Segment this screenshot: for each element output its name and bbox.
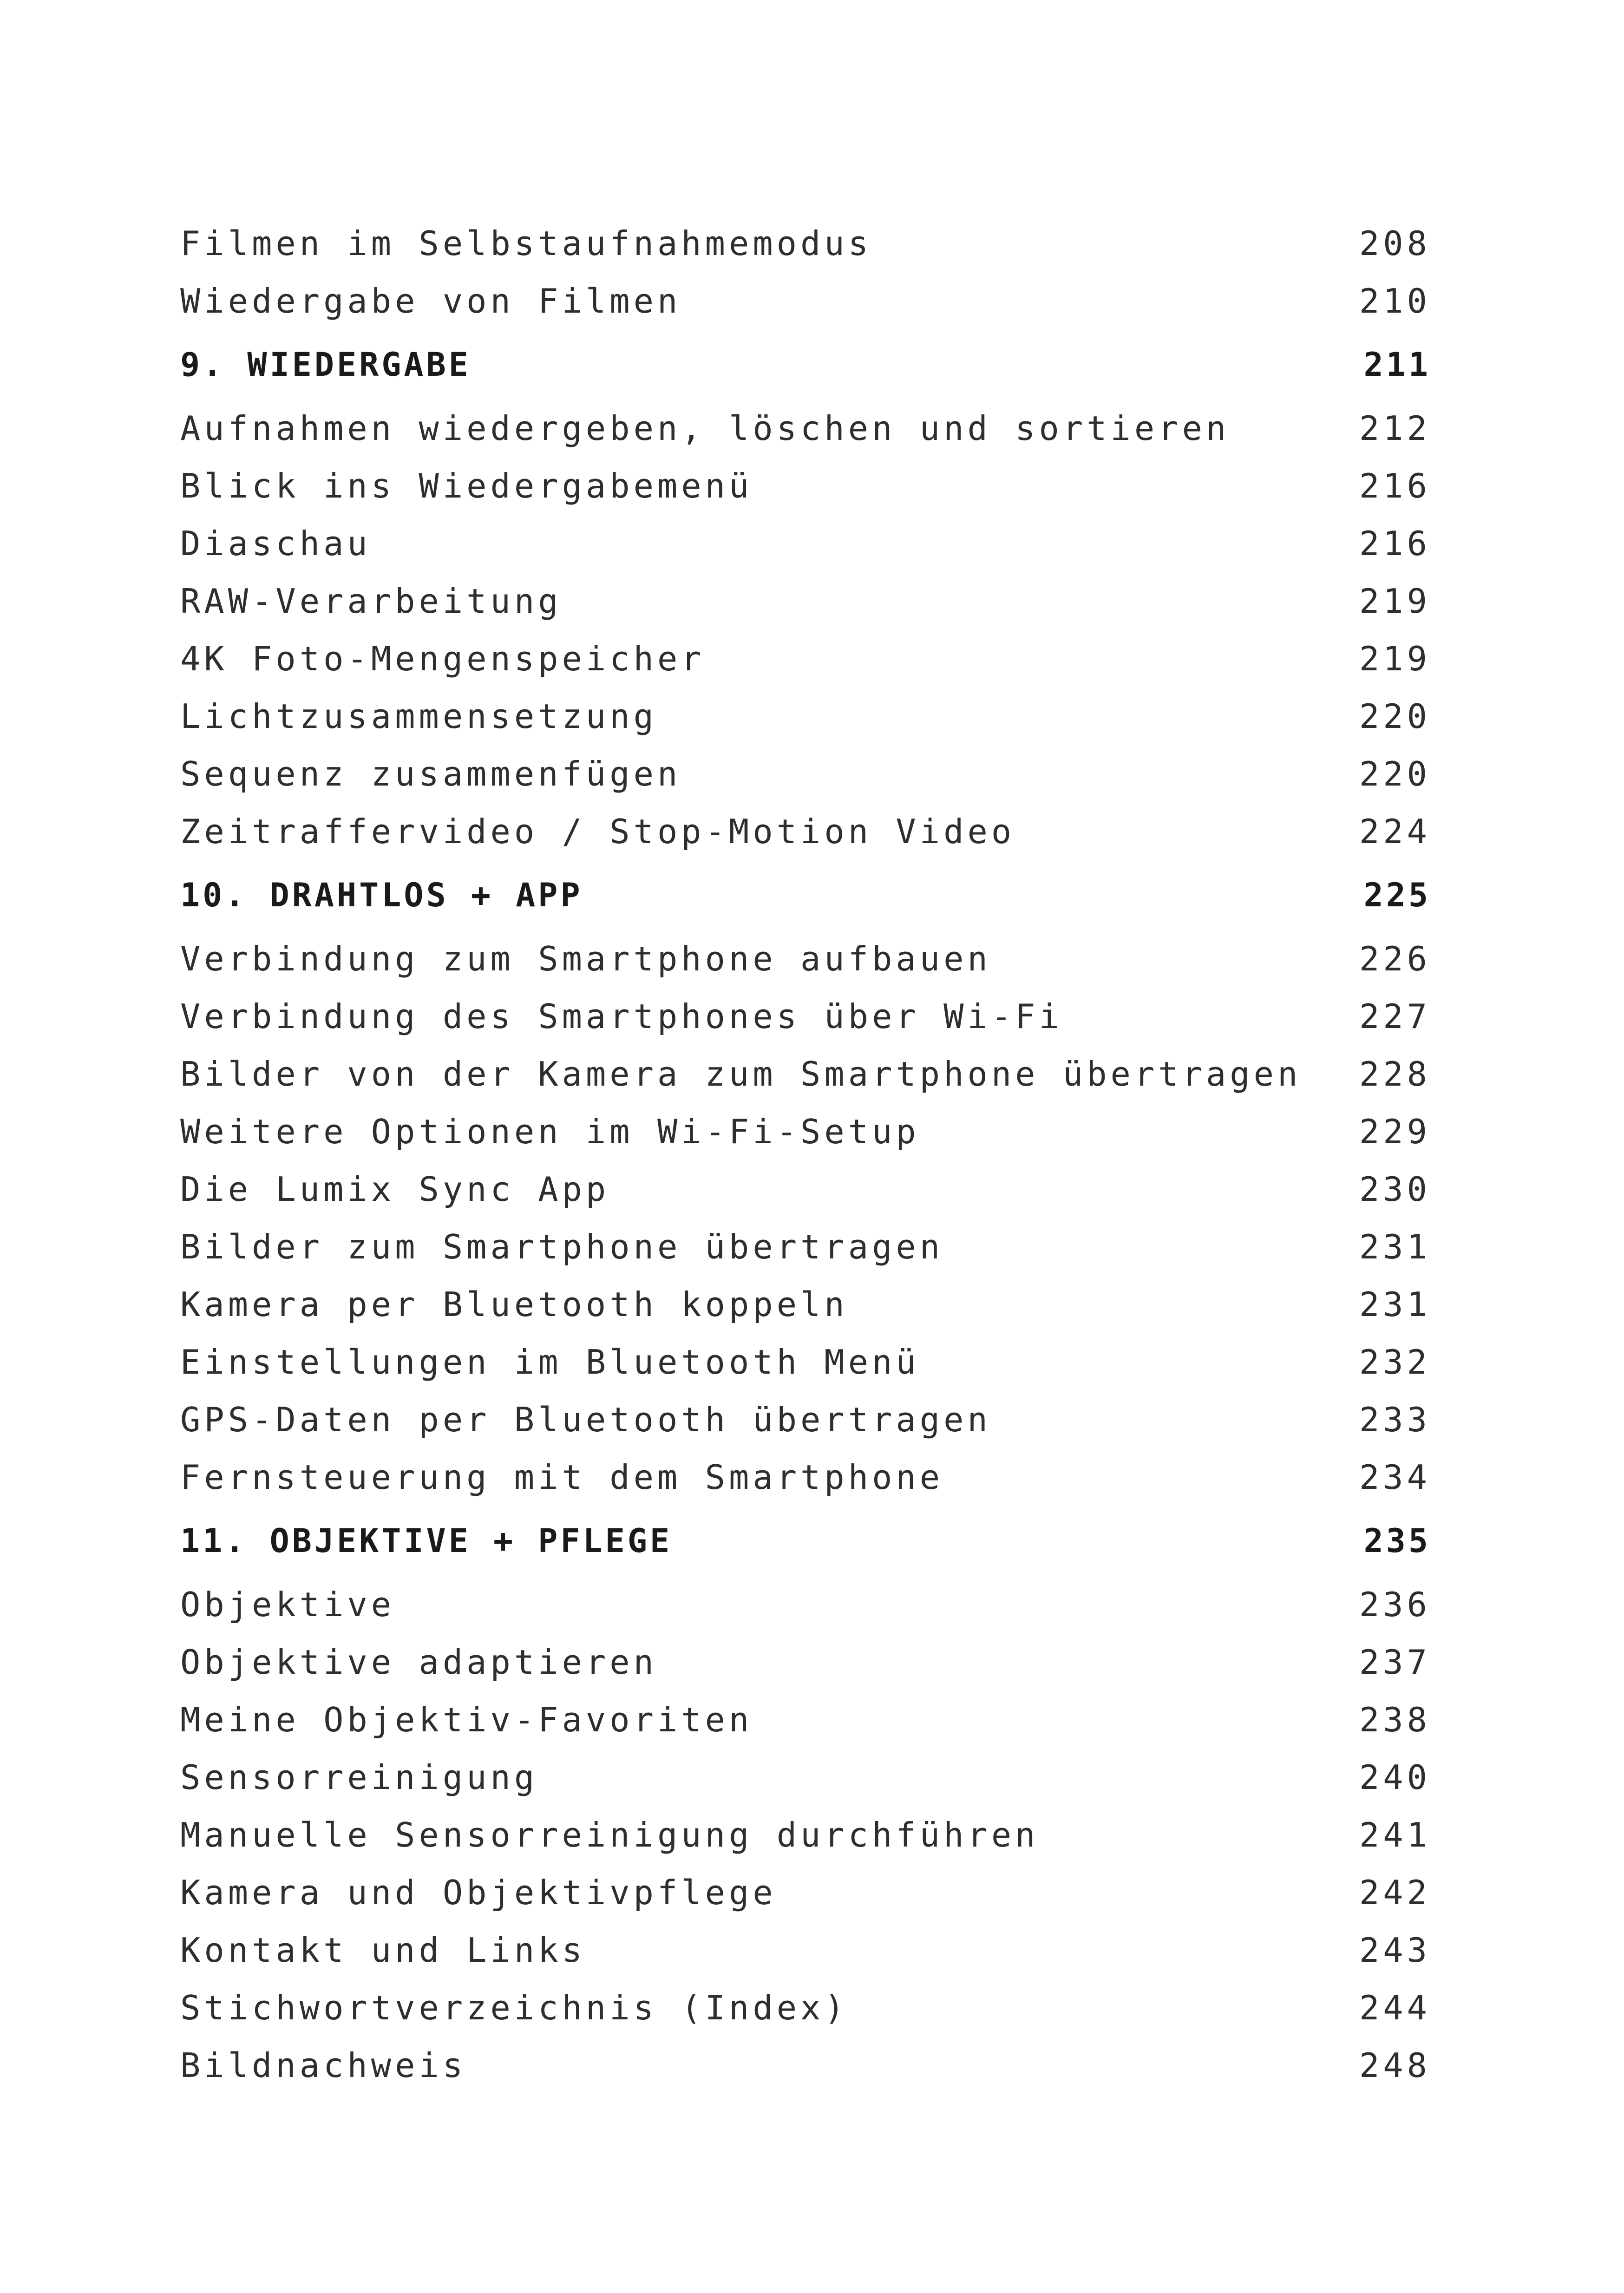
toc-section-heading[interactable] [180, 860, 1431, 930]
toc-entry-title: 4K Foto-Mengenspeicher [180, 639, 705, 678]
toc-entry[interactable] [180, 572, 1431, 630]
toc-page-number: 220 [1359, 754, 1431, 793]
toc-page-number: 227 [1359, 997, 1431, 1036]
toc-page-number: 240 [1359, 1758, 1431, 1797]
toc-entry-title: Sensorreinigung [180, 1758, 538, 1797]
toc-entry-title: Die Lumix Sync App [180, 1170, 610, 1209]
toc-entry-title: Bildnachweis [180, 2046, 467, 2085]
table-of-contents [180, 215, 1431, 2094]
toc-entry-title: Blick ins Wiedergabemenü [180, 466, 753, 505]
toc-page-number: 232 [1359, 1343, 1431, 1382]
toc-entry[interactable] [180, 1391, 1431, 1448]
toc-entry[interactable] [180, 745, 1431, 803]
toc-entry-title: Sequenz zusammenfügen [180, 754, 681, 793]
toc-entry[interactable] [180, 1979, 1431, 2037]
toc-entry[interactable] [180, 457, 1431, 515]
toc-section-title: 10. DRAHTLOS + APP [180, 876, 583, 914]
toc-page-number: 225 [1363, 876, 1431, 914]
toc-page-number: 228 [1359, 1055, 1431, 1094]
toc-page-number: 237 [1359, 1643, 1431, 1682]
toc-entry[interactable] [180, 1921, 1431, 1979]
toc-entry-title: Diaschau [180, 524, 371, 563]
toc-entry-title: Aufnahmen wiedergeben, löschen und sortieren [180, 409, 1230, 448]
toc-entry[interactable] [180, 688, 1431, 745]
toc-entry[interactable] [180, 515, 1431, 572]
toc-entry-title: Kamera und Objektivpflege [180, 1873, 777, 1912]
toc-entry-title: Stichwortverzeichnis (Index) [180, 1988, 848, 2027]
toc-entry[interactable] [180, 1276, 1431, 1333]
toc-entry[interactable] [180, 803, 1431, 860]
toc-entry[interactable] [180, 1218, 1431, 1276]
toc-entry-title: Kontakt und Links [180, 1931, 586, 1970]
toc-entry[interactable] [180, 1691, 1431, 1749]
toc-entry-title: Meine Objektiv-Favoriten [180, 1700, 753, 1739]
toc-page-number: 224 [1359, 812, 1431, 851]
toc-entry[interactable] [180, 1749, 1431, 1806]
toc-page-number: 243 [1359, 1931, 1431, 1970]
toc-page-number: 233 [1359, 1400, 1431, 1439]
toc-entry[interactable] [180, 2037, 1431, 2094]
toc-entry-title: Wiedergabe von Filmen [180, 282, 681, 321]
toc-entry-title: Objektive adaptieren [180, 1643, 657, 1682]
toc-entry[interactable] [180, 400, 1431, 457]
toc-page-number: 229 [1359, 1112, 1431, 1151]
toc-page-number: 236 [1359, 1585, 1431, 1624]
toc-section-title: 9. WIEDERGABE [180, 346, 471, 384]
toc-section-heading[interactable] [180, 1506, 1431, 1576]
toc-entry-title: Weitere Optionen im Wi-Fi-Setup [180, 1112, 920, 1151]
toc-entry-title: Lichtzusammensetzung [180, 697, 657, 736]
toc-entry[interactable] [180, 1103, 1431, 1160]
toc-entry[interactable] [180, 1160, 1431, 1218]
toc-entry-title: Bilder von der Kamera zum Smartphone übertragen [180, 1055, 1302, 1094]
toc-entry-title: RAW-Verarbeitung [180, 582, 562, 621]
toc-section-title: 11. OBJEKTIVE + PFLEGE [180, 1522, 673, 1560]
toc-entry-title: Zeitraffervideo / Stop-Motion Video [180, 812, 1015, 851]
toc-page-number: 231 [1359, 1285, 1431, 1324]
toc-page-number: 211 [1363, 346, 1431, 384]
toc-entry[interactable] [180, 1576, 1431, 1633]
toc-page-number: 212 [1359, 409, 1431, 448]
toc-entry[interactable] [180, 1448, 1431, 1506]
toc-entry[interactable] [180, 1333, 1431, 1391]
toc-page-number: 210 [1359, 282, 1431, 321]
toc-page-number: 241 [1359, 1815, 1431, 1854]
toc-page-number: 244 [1359, 1988, 1431, 2027]
toc-page-number: 238 [1359, 1700, 1431, 1739]
toc-section-heading[interactable] [180, 330, 1431, 400]
toc-page-number: 234 [1359, 1458, 1431, 1497]
toc-page-number: 231 [1359, 1227, 1431, 1266]
toc-entry-title: Manuelle Sensorreinigung durchführen [180, 1815, 1039, 1854]
toc-entry[interactable] [180, 1045, 1431, 1103]
toc-entry[interactable] [180, 930, 1431, 988]
toc-entry-title: Verbindung zum Smartphone aufbauen [180, 939, 991, 978]
toc-entry-title: Filmen im Selbstaufnahmemodus [180, 224, 872, 263]
toc-entry[interactable] [180, 1806, 1431, 1864]
toc-page-number: 208 [1359, 224, 1431, 263]
toc-page-number: 219 [1359, 639, 1431, 678]
toc-page-number: 235 [1363, 1522, 1431, 1560]
toc-entry-title: Verbindung des Smartphones über Wi-Fi [180, 997, 1063, 1036]
toc-page-number: 216 [1359, 466, 1431, 505]
toc-entry[interactable] [180, 1633, 1431, 1691]
toc-entry-title: Einstellungen im Bluetooth Menü [180, 1343, 920, 1382]
toc-page-number: 216 [1359, 524, 1431, 563]
toc-entry-title: Objektive [180, 1585, 395, 1624]
toc-entry[interactable] [180, 630, 1431, 688]
toc-entry-title: Fernsteuerung mit dem Smartphone [180, 1458, 944, 1497]
toc-page-number: 220 [1359, 697, 1431, 736]
toc-entry[interactable] [180, 988, 1431, 1045]
toc-entry-title: GPS-Daten per Bluetooth übertragen [180, 1400, 991, 1439]
toc-page-number: 219 [1359, 582, 1431, 621]
toc-page-number: 242 [1359, 1873, 1431, 1912]
toc-entry-title: Bilder zum Smartphone übertragen [180, 1227, 944, 1266]
toc-page-number: 230 [1359, 1170, 1431, 1209]
toc-entry-title: Kamera per Bluetooth koppeln [180, 1285, 848, 1324]
toc-page-number: 226 [1359, 939, 1431, 978]
toc-page-number: 248 [1359, 2046, 1431, 2085]
toc-entry[interactable] [180, 1864, 1431, 1921]
toc-entry[interactable] [180, 215, 1431, 272]
toc-entry[interactable] [180, 272, 1431, 330]
